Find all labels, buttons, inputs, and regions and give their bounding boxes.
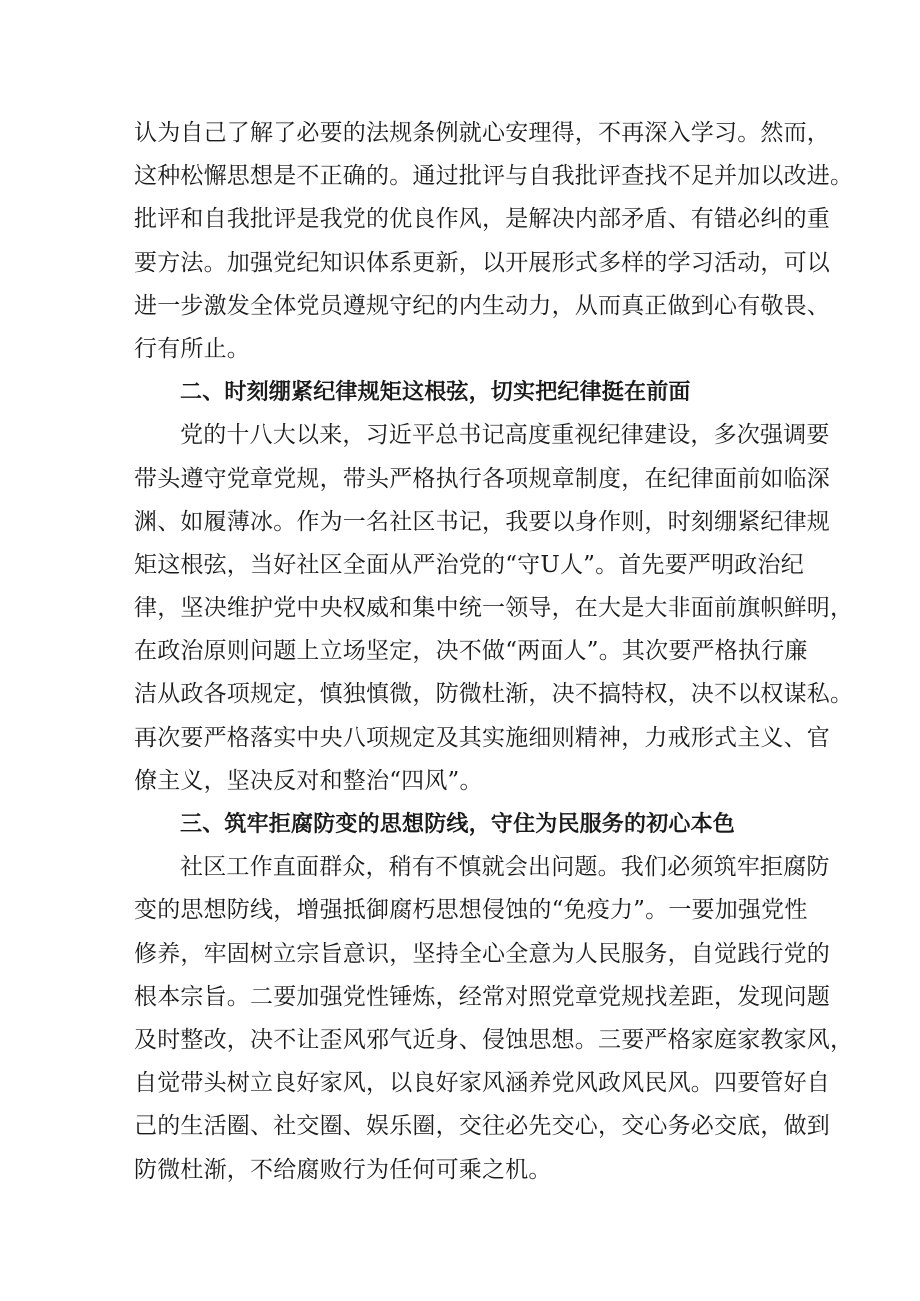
body-line: 批评和自我批评是我党的优良作风，是解决内部矛盾、有错必纠的重 [134, 206, 830, 233]
body-line: 修养，牢固树立宗旨意识，坚持全心全意为人民服务，自觉践行党的 [134, 940, 830, 967]
body-line: 矩这根弦，当好社区全面从严治党的“守U人”。首先要严明政治纪 [134, 551, 804, 578]
body-line: 根本宗旨。二要加强党性锤炼，经常对照党章党规找差距，发现问题 [134, 983, 830, 1010]
body-line: 洁从政各项规定，慎独慎微，防微杜渐，决不搞特权，决不以权谋私。 [134, 681, 854, 708]
body-line: 要方法。加强党纪知识体系更新，以开展形式多样的学习活动，可以 [134, 249, 830, 276]
body-line: 自觉带头树立良好家风，以良好家风涵养党风政风民风。四要管好自 [134, 1070, 830, 1097]
body-line: 在政治原则问题上立场坚定，决不做“两面人”。其次要严格执行廉 [134, 638, 808, 665]
body-line: 律，坚决维护党中央权威和集中统一领导，在大是大非面前旗帜鲜明， [134, 595, 854, 622]
section-heading-3: 三、筑牢拒腐防变的思想防线，守住为民服务的初心本色 [180, 812, 736, 837]
body-line: 己的生活圈、社交圈、娱乐圈，交往必先交心，交心务必交底，做到 [134, 1113, 830, 1140]
body-line: 行有所止。 [134, 335, 250, 362]
document-body [134, 112, 854, 1192]
body-line: 认为自己了解了必要的法规条例就心安理得，不再深入学习。然而， [134, 120, 830, 146]
body-line: 及时整改，决不让歪风邪气近身、侵蚀思想。三要严格家庭家教家风， [134, 1026, 854, 1053]
body-line: 变的思想防线，增强抵御腐朽思想侵蚀的“免疫力”。一要加强党性 [134, 897, 808, 924]
body-line: 防微杜渐，不给腐败行为任何可乘之机。 [134, 1156, 552, 1183]
body-line: 党的十八大以来，习近平总书记高度重视纪律建设，多次强调要 [180, 422, 830, 449]
body-line: 社区工作直面群众，稍有不慎就会出问题。我们必须筑牢拒腐防 [180, 854, 830, 881]
body-line: 僚主义，坚决反对和整治“四风”。 [134, 767, 483, 794]
body-line: 进一步激发全体党员遵规守纪的内生动力，从而真正做到心有敬畏、 [134, 292, 830, 319]
body-line: 渊、如履薄冰。作为一名社区书记，我要以身作则，时刻绷紧纪律规 [134, 508, 830, 535]
body-line: 这种松懈思想是不正确的。通过批评与自我批评查找不足并加以改进。 [134, 163, 854, 190]
section-heading-2: 二、时刻绷紧纪律规矩这根弦，切实把纪律挺在前面 [180, 380, 691, 406]
body-line: 带头遵守党章党规，带头严格执行各项规章制度，在纪律面前如临深 [134, 465, 830, 492]
body-line: 再次要严格落实中央八项规定及其实施细则精神，力戒形式主义、官 [134, 724, 830, 751]
